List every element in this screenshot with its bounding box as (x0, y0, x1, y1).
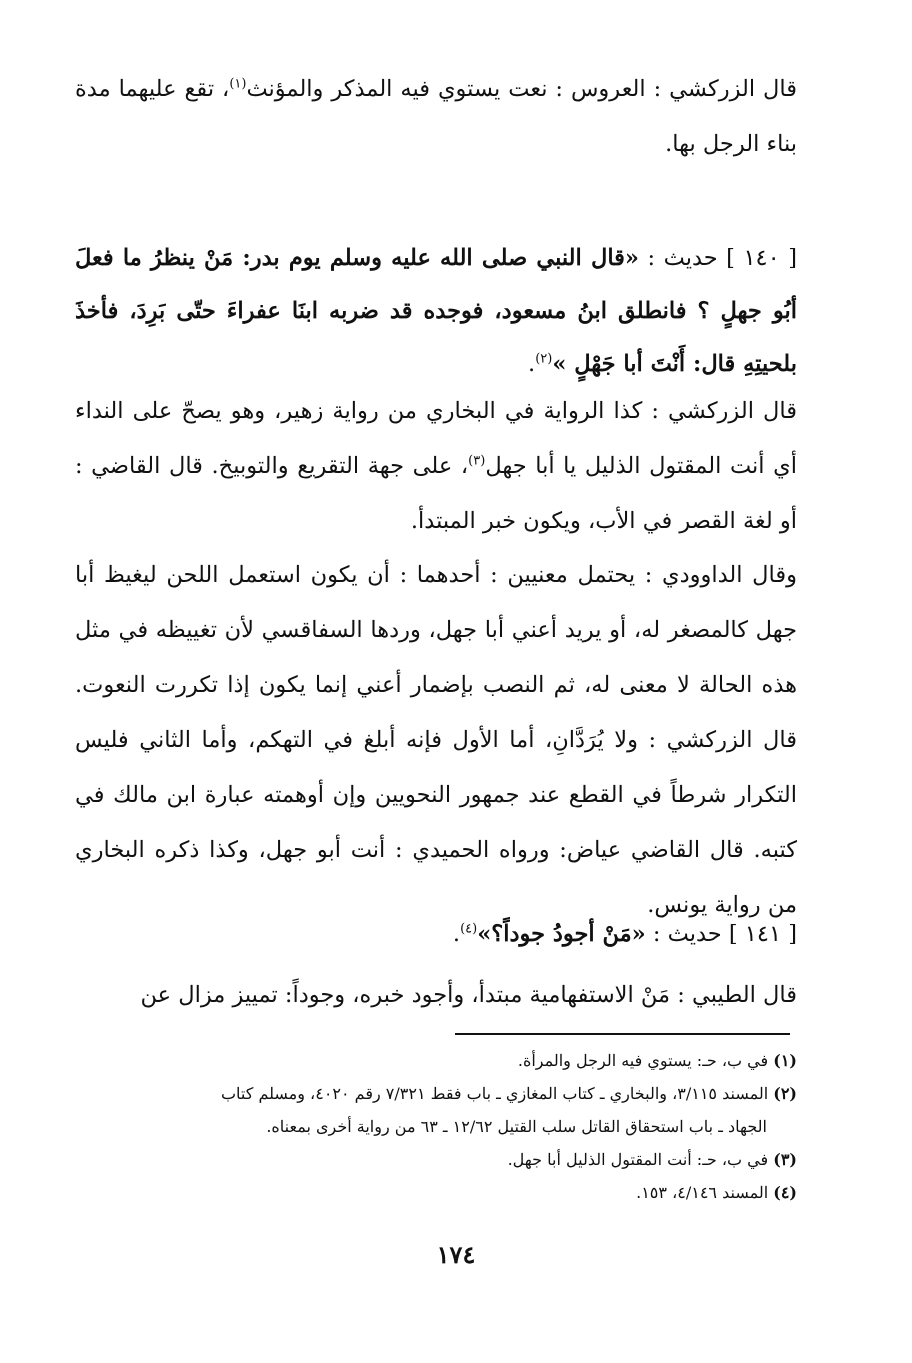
footnote-continuation: الجهاد ـ باب استحقاق القاتل سلب القتيل ١٢/٦٢ ـ ٦٣ من رواية أخرى بمعناه. (266, 1117, 767, 1136)
paragraph-zarkashi-arous (75, 62, 797, 172)
paragraph-tibi (75, 968, 797, 1023)
paragraph-zarkashi-nidaa (75, 384, 797, 549)
footnote-item (75, 1044, 797, 1077)
footnote-text: المسند ٤/١٤٦، ١٥٣. (636, 1183, 769, 1202)
hadith-text: «قال النبي صلى الله عليه وسلم يوم بدر: مَنْ ينظرُ ما فعلَ أبُو جهلٍ ؟ فانطلق ابنُ مسعود، فوجده قد ضربه ابنَا عفراءَ حتّى بَرِدَ، فأخذَ بلحيتِهِ قال: أَنْتَ أبا جَهْلٍ » (75, 245, 797, 377)
footnote-item (75, 1143, 797, 1176)
footnote-text: في ب، حـ: أنت المقتول الذليل أبا جهل. (507, 1150, 769, 1169)
paragraph-text: قال الطيبي : مَنْ الاستفهامية مبتدأ، وأجود خبره، وجوداً: تمييز مزال عن (140, 982, 797, 1008)
footnote-item (75, 1176, 797, 1209)
hadith-141 (75, 908, 797, 961)
footnotes-section (75, 1044, 797, 1209)
hadith-text: «مَنْ أجودُ جوداً؟» (477, 921, 646, 947)
footnote-number: (٣) (773, 1150, 797, 1169)
paragraph-text: قال الزركشي : العروس : نعت يستوي فيه المذكر والمؤنث (246, 76, 798, 102)
paragraph-text: وقال الداوودي : يحتمل معنيين : أحدهما : أن يكون استعمل اللحن ليغيظ أبا جهل كالمصغر له، أو يريد أعني أبا جهل، وردها السفاقسي لأن تغييظه في مثل هذه الحالة لا معنى له، ثم النصب بإضمار أعني إنما يكون إذا تكررت النعوت. قال الزركشي : ولا يُرَدَّانِ، أما الأول فإنه أبلغ في التهكم، وأما الثاني فليس التكرار شرطاً في القطع عند جمهور النحويين وإن أوهمته عبارة ابن مالك في كتبه. قال القاضي عياض: ورواه الحميدي : أنت أبو جهل، وكذا ذكره البخاري من رواية يونس. (75, 562, 797, 918)
footnote-text: المسند ٣/١١٥، والبخاري ـ كتاب المغازي ـ باب فقط ٧/٣٢١ رقم ٤٠٢٠، ومسلم كتاب (220, 1084, 769, 1103)
paragraph-text: ، تقع عليهما مدة بناء الرجل بها. (75, 76, 797, 157)
paragraph-text: ، على جهة التقريع والتوبيخ. قال القاضي : أو لغة القصر في الأب، ويكون خبر المبتدأ. (75, 453, 797, 534)
footnote-ref[interactable]: (٢) (535, 351, 553, 367)
footnote-ref[interactable]: (٤) (460, 921, 478, 937)
footnote-item (75, 1077, 797, 1143)
footnote-divider (455, 1033, 790, 1035)
hadith-tail: . (528, 351, 536, 377)
footnote-number: (٤) (773, 1183, 797, 1202)
page-number: ١٧٤ (436, 1240, 476, 1269)
footnote-number: (١) (773, 1051, 797, 1070)
footnote-text: في ب، حـ: يستوي فيه الرجل والمرأة. (517, 1051, 769, 1070)
paragraph-dawudi (75, 548, 797, 933)
hadith-tail: . (452, 921, 461, 947)
footnote-number: (٢) (773, 1084, 797, 1103)
hadith-number: [ ١٤١ ] حديث : (652, 921, 797, 947)
paragraph-text: قال الزركشي : كذا الرواية في البخاري من رواية زهير، وهو يصحّ على النداء أي أنت المقتول الذليل يا أبا جهل (75, 398, 797, 479)
hadith-number: [ ١٤٠ ] حديث : (647, 245, 798, 271)
footnote-ref[interactable]: (١) (229, 76, 247, 92)
footnote-ref[interactable]: (٣) (468, 453, 486, 469)
hadith-140 (75, 232, 797, 391)
